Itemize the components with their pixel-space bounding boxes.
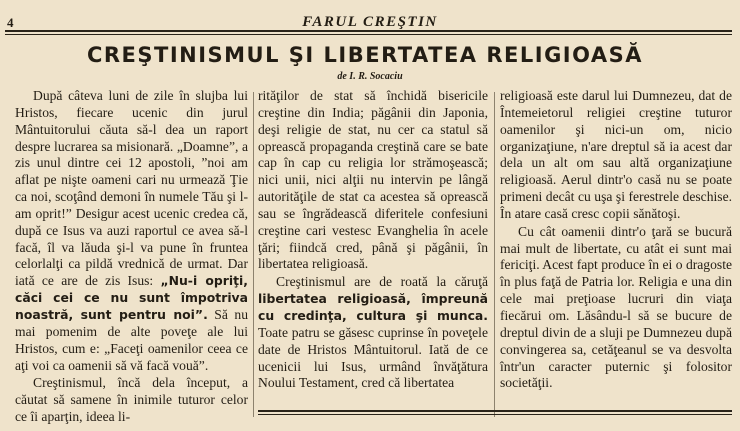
- paragraph: Cu cât oamenii dintr'o ţară se bucură mai mult de libertate, cu atât ei sunt mai fericiţi. Acest fapt produce în ei o dragoste în plus faţă de Patria lor. Religia e una din cele mai preţioase lucruri din viaţa fiecărui om. Lăsându-l să se bucure de dreptul divin de a sluji pe Dumnezeu după convingerea sa, cetăţeanul se va desvolta într'un caracter puternic şi folositor societăţii.: [500, 223, 732, 391]
- article-end-rule-thin: [258, 414, 732, 415]
- text-run: Toate patru se găsesc cuprinse în poveţele date de Hristos Mântuitorul. Iată de ce ucenicii lui Isus, urmând învăţătura Noului Testament, cred că libertatea: [258, 324, 488, 391]
- column-divider: [494, 92, 495, 417]
- article-column-3: [500, 88, 732, 392]
- text-run: După câteva luni de zile în slujba lui Hristos, fiecare ucenic din jurul Mântuitorului căuta să-l dea un raport despre lucrarea sa misionară. „Doamne”, a zis unul dintre cei 12 apostoli, ”noi am aflat pe nişte oameni cari nu urmează Ţie ca noi, scoţând demoni în numele Tău şi l-am oprit!” Desigur acest ucenic credea că, după ce Isus va auzi raportul ce avea să-l facă, îl va lăuda şi-l va pune în fruntea celorlalţi ca pildă vrednică de urmat. Dar iată ce are de zis Isus:: [15, 88, 248, 289]
- column-divider: [253, 92, 254, 417]
- article-column-1: [15, 88, 248, 426]
- article-end-rule: [258, 410, 732, 412]
- page-number: 4: [7, 15, 14, 30]
- article-title: CREŞTINISMUL ŞI LIBERTATEA RELIGIOASĂ: [86, 43, 644, 67]
- paragraph: [15, 88, 248, 374]
- text-run: Să nu mai pomenim de alte poveţe ale lui Hristos, cum e: „Faceţi oamenilor ceea ce aţi voi ca oamenii să vă facă vouă”.: [15, 306, 248, 373]
- bold-quote: „Nu-i opriţi, căci cei ce nu sunt împotriva noastră, sunt pentru noi”.: [15, 273, 248, 322]
- bold-phrase: libertatea religioasă, împreună cu credinţa, cultura şi munca.: [258, 291, 488, 323]
- paragraph: Creştinismul, încă dela început, a căutat să samene în inimile tuturor celor ce îi aparţin, ideea li-: [15, 375, 248, 425]
- header-rule-thin: [5, 34, 732, 35]
- text-run: Creştinismul are de roată la căruţă: [276, 274, 488, 290]
- page-header: [0, 14, 740, 36]
- newspaper-name: FARUL CREŞTIN: [302, 14, 438, 30]
- paragraph: [258, 274, 488, 392]
- header-rule: [5, 30, 732, 32]
- article-byline: de I. R. Socaciu: [337, 71, 403, 82]
- paragraph: religioasă este darul lui Dumnezeu, dat de Întemeietorul religiei creştine tuturor oamenilor şi nici-un om, nicio organizaţiune, n'are dreptul să ia acest dar dela un alt om sau altă organizaţiune religioasă. Aerul dintr'o casă nu se poate primeni decât cu uşa şi ferestrele deschise. În atare casă cresc copii sănătoşi.: [500, 88, 732, 221]
- paragraph: rităţilor de stat să închidă bisericile creştine din India; păgânii din Japonia, deşi religie de stat, nu cer ca statul să oprească propaganda creştină care se bate cap în cap cu religia lor strămoşească; nici unii, nici alţii nu intervin pe lângă autorităţile de stat ca acestea să oprească sau se îngrădească diferitele confesiuni creştine cari vestesc Evanghelia în acele ţări; fiindcă cred, până şi păgânii, în libertatea religioasă.: [258, 88, 488, 272]
- article-column-2: [258, 88, 488, 392]
